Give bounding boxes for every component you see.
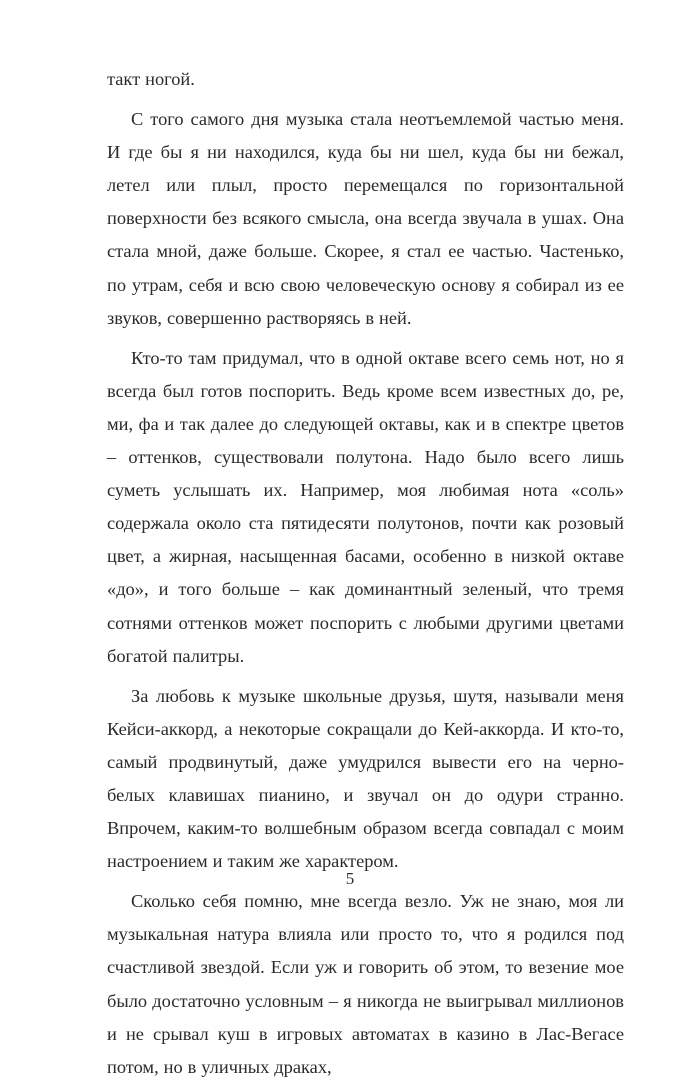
paragraph: С того самого дня музыка стала неотъемлемой частью меня. И где бы я ни находился, куда бы ни шел, куда бы ни бежал, летел или плыл, просто перемещался по горизонтальной поверхности без всякого смысла, она всегда звучала в ушах. Она стала мной, даже больше. Скорее, я стал ее частью. Частенько, по утрам, себя и всю свою человеческую основу я собирал из ее звуков, совершенно растворяясь в ней. <box>107 109 624 328</box>
paragraph: За любовь к музыке школьные друзья, шутя, называли меня Кейси-аккорд, а некоторые сокращали до Кей-аккорда. И кто-то, самый продвинутый, даже умудрился вывести его на черно-белых клавишах пианино, и звучал он до одури странно. Впрочем, каким-то волшебным образом всегда совпадал с моим настроением и таким же характером. <box>107 685 624 872</box>
page-number: 5 <box>345 869 355 888</box>
paragraph: Кто-то там придумал, что в одной октаве всего семь нот, но я всегда был готов поспорить. Ведь кроме всем известных до, ре, ми, фа и так далее до следующей октавы, как и в спектре цветов – оттенков, существовали полутона. Надо было всего лишь суметь услышать их. Например, моя любимая нота «соль» содержала около ста пятидесяти полутонов, почти как розовый цвет, а жирная, насыщенная басами, особенно в низкой октаве «до», и того больше – как доминантный зеленый, что тремя сотнями оттенков может поспорить с любыми другими цветами богатой палитры. <box>107 347 624 666</box>
paragraph-continuation: такт ногой. <box>107 69 195 89</box>
page-text <box>107 63 624 1084</box>
paragraph: Сколько себя помню, мне всегда везло. Уж не знаю, моя ли музыкальная натура влияла или просто то, что я родился под счастливой звездой. Если уж и говорить об этом, то везение мое было достаточно условным – я никогда не выигрывал миллионов и не срывал куш в игровых автоматах в казино в Лас-Вегасе потом, но в уличных драках, <box>107 891 624 1077</box>
